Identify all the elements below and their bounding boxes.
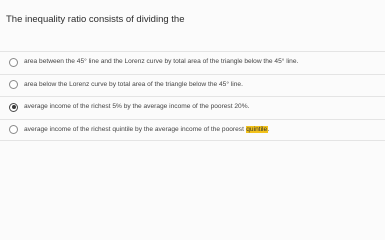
option-2[interactable] [0, 74, 385, 97]
radio-button-2[interactable] [9, 80, 18, 89]
option-4-text-before: average income of the richest quintile by the average income of the poorest [24, 125, 246, 133]
option-4[interactable] [0, 119, 385, 142]
highlighted-word: quintile [246, 125, 268, 133]
option-3-label[interactable]: average income of the richest 5% by the average income of the poorest 20%. [24, 103, 250, 110]
radio-button-4[interactable] [9, 125, 18, 134]
radio-button-3[interactable] [9, 103, 18, 112]
option-1[interactable] [0, 51, 385, 74]
option-2-label[interactable]: area below the Lorenz curve by total area of the triangle below the 45° line. [24, 80, 243, 88]
question-text: The inequality ratio consists of dividing the [6, 14, 185, 25]
option-4-text-after: . [267, 125, 270, 133]
radio-button-1[interactable] [9, 58, 18, 67]
option-4-label[interactable] [24, 126, 270, 133]
option-1-label[interactable]: area between the 45° line and the Lorenz curve by total area of the triangle below the 45° line. [24, 58, 299, 65]
option-3[interactable] [0, 96, 385, 119]
answer-options [0, 51, 385, 141]
